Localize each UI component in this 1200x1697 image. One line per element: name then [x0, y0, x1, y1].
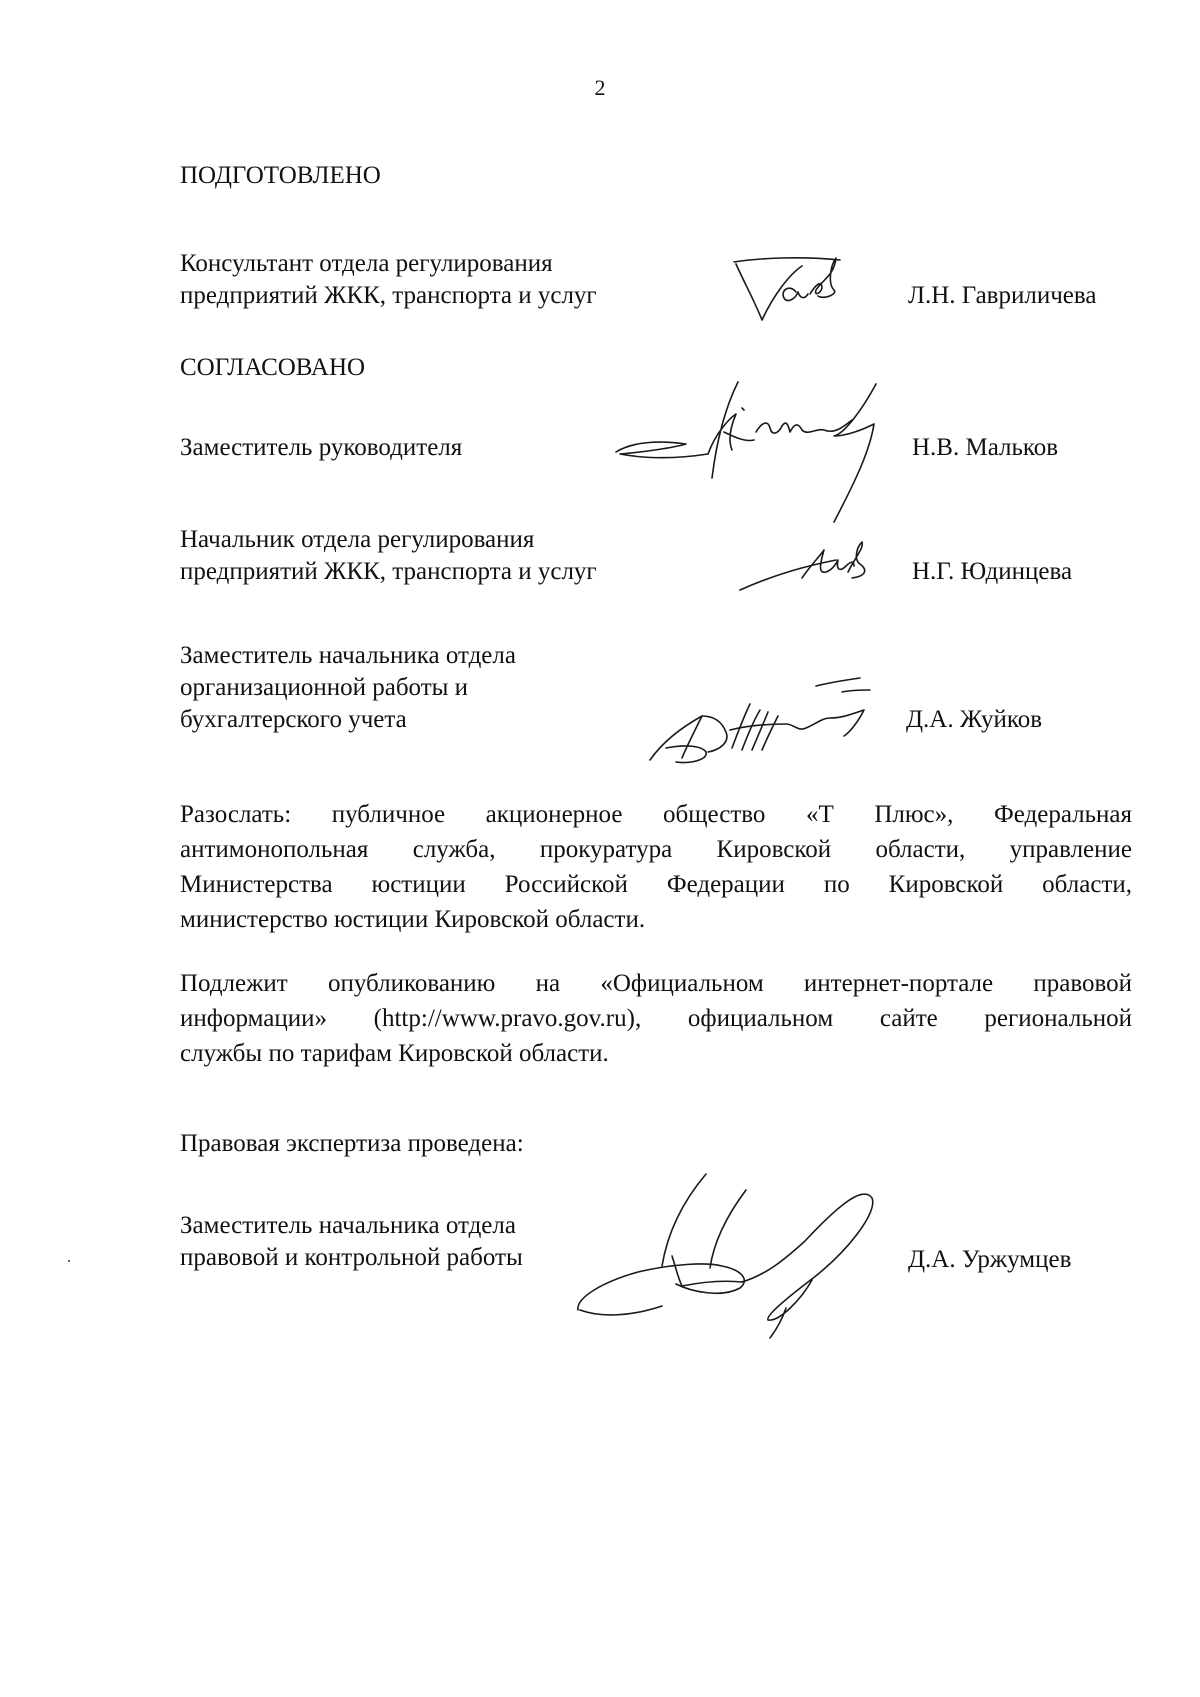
position-line: предприятий ЖКК, транспорта и услуг — [180, 282, 597, 309]
paragraph-line: антимонопольная служба, прокуратура Кировской области, управление — [180, 836, 1132, 863]
paragraph-line: информации» (http://www.pravo.gov.ru), официальном сайте региональной — [180, 1005, 1132, 1032]
position-line: Начальник отдела регулирования — [180, 526, 535, 553]
agreed-name: Д.А. Жуйков — [906, 706, 1043, 733]
publication-paragraph — [180, 966, 1132, 1071]
prepared-heading: ПОДГОТОВЛЕНО — [180, 162, 381, 189]
paragraph-line: Разослать: публичное акционерное общество «Т Плюс», Федеральная — [180, 801, 1132, 828]
prepared-position — [180, 248, 597, 312]
page-number: 2 — [594, 75, 606, 100]
position-line: Заместитель начальника отдела — [180, 642, 516, 669]
position-line: Консультант отдела регулирования — [180, 250, 553, 277]
position-line: бухгалтерского учета — [180, 706, 407, 733]
signature-urzhumtsev — [572, 1170, 912, 1340]
signature-zhuykov — [646, 672, 896, 772]
position-line: Заместитель руководителя — [180, 434, 463, 461]
signature-gavrilicheva — [730, 250, 870, 330]
paragraph-line: Подлежит опубликованию на «Официальном интернет-портале правовой — [180, 970, 1132, 997]
position-line: правовой и контрольной работы — [180, 1244, 523, 1271]
position-line: организационной работы и — [180, 674, 469, 701]
agreed-position — [180, 432, 462, 464]
scan-speck — [68, 1260, 70, 1262]
legal-review-name: Д.А. Уржумцев — [908, 1246, 1072, 1273]
position-line: предприятий ЖКК, транспорта и услуг — [180, 558, 597, 585]
agreed-name: Н.Г. Юдинцева — [912, 558, 1073, 585]
position-line: Заместитель начальника отдела — [180, 1212, 516, 1239]
signature-yudintseva — [736, 530, 886, 600]
agreed-position — [180, 524, 597, 588]
distribution-paragraph — [180, 797, 1132, 937]
paragraph-line: службы по тарифам Кировской области. — [180, 1040, 609, 1067]
paragraph-line: министерство юстиции Кировской области. — [180, 906, 646, 933]
agreed-heading: СОГЛАСОВАНО — [180, 354, 366, 381]
prepared-name: Л.Н. Гавриличева — [908, 282, 1097, 309]
signature-malkov — [612, 370, 922, 530]
legal-review-heading: Правовая экспертиза проведена: — [180, 1130, 524, 1157]
agreed-name: Н.В. Мальков — [912, 434, 1059, 461]
legal-review-position — [180, 1210, 523, 1274]
agreed-position — [180, 640, 516, 736]
paragraph-line: Министерства юстиции Российской Федерации по Кировской области, — [180, 871, 1132, 898]
